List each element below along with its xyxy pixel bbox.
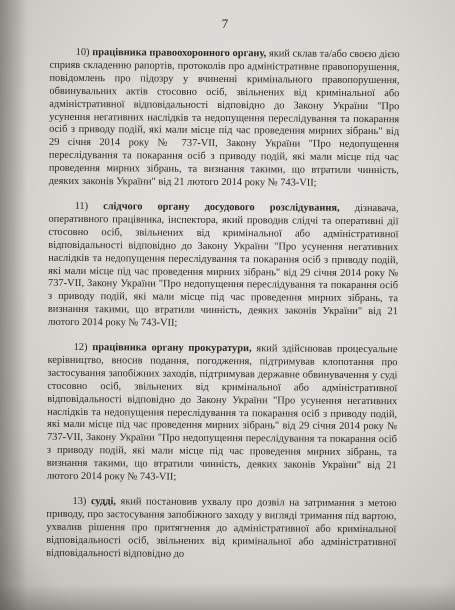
paragraph-number: 12) (73, 341, 88, 354)
bottom-shadow (0, 584, 455, 610)
paragraph-12 (47, 342, 398, 486)
paragraph-body: який здійснював процесуальне керівництво, вносив подання, погодження, підтримував клопотання про застосування запобіжних заходів, підтримував державне обвинувачення у суді стосовно осіб, звільнених від кримінальної або адміністративної відповідальності відповідно до Закону України "Про усунення негативних наслідків та недопущення переслідування та покарання осіб з приводу подій, які мали місце під час проведення мирних зібрань" від 29 січня 2014 року № 737-VII, Закону України "Про недопущення переслідування та покарання осіб з приводу подій, які мали місце під час проведення мирних зібрань, та визнання такими, що втратили чинність, деяких законів України" від 21 лютого 2014 року № 743-VII; (46, 343, 398, 483)
paragraph-body: дізнавача, оперативного працівника, інспектора, який проводив слідчі та оперативні дії стосовно осіб, звільнених від кримінальної або адміністративної відповідальності відповідно до Закону України "Про усунення негативних наслідків та недопущення переслідування та покарання осіб з приводу подій, які мали місце під час проведення мирних зібрань" від 29 січня 2014 року № 737-VII, Закону України "Про недопущення переслідування та покарання осіб з приводу подій, які мали місце під час проведення мирних зібрань, та визнання такими, що втратили чинність, деяких законів України" від 21 лютого 2014 року № 743-VII; (47, 202, 399, 329)
paragraph-number: 11) (74, 200, 89, 213)
paragraph-body: який постановив ухвалу про дозвіл на затримання з метою приводу, про застосування запобіжного заходу у вигляді тримання під вартою, ухвалив рішення про притягнення до адміністративної або кримінальної відповідальності осіб, звільнених від кримінальної або адміністративної відповідальності відповідно до (46, 496, 397, 560)
page-number: 7 (221, 15, 229, 32)
paragraph-13 (46, 496, 396, 563)
paragraph-body: який склав та/або своєю дією сприяв складенню рапортів, протоколів про адміністративне правопорушення, повідомлень про підозру у вчиненні кримінального правопорушення, обвинувальних актів стосовно осіб, звільнених від кримінальної або адміністративної відповідальності відповідно до Закону України "Про усунення негативних наслідків та недопущення переслідування та покарання осіб з приводу подій, які мали місце під час проведення мирних зібрань" від 29 січня 2014 року № 737-VII, Закону України "Про недопущення переслідування та покарання осіб з приводу подій, які мали місце під час проведення мирних зібрань, та визнання такими, що втратили чинність, деяких законів України" від 21 лютого 2014 року № 743-VII; (48, 48, 400, 189)
paragraph-11 (48, 201, 399, 333)
paragraph-lead: слідчого органу досудового розслідування, (103, 201, 340, 214)
paragraph-number: 10) (75, 46, 90, 59)
document-page (46, 9, 400, 575)
paragraph-lead: судді, (90, 496, 117, 508)
paragraph-lead: працівника правоохоронного органу, (92, 47, 267, 60)
paragraph-lead: працівника органу прокуратури, (92, 342, 252, 355)
paragraph-10 (49, 47, 400, 191)
paragraph-number: 13) (72, 495, 87, 508)
edge-shadow (0, 0, 28, 610)
